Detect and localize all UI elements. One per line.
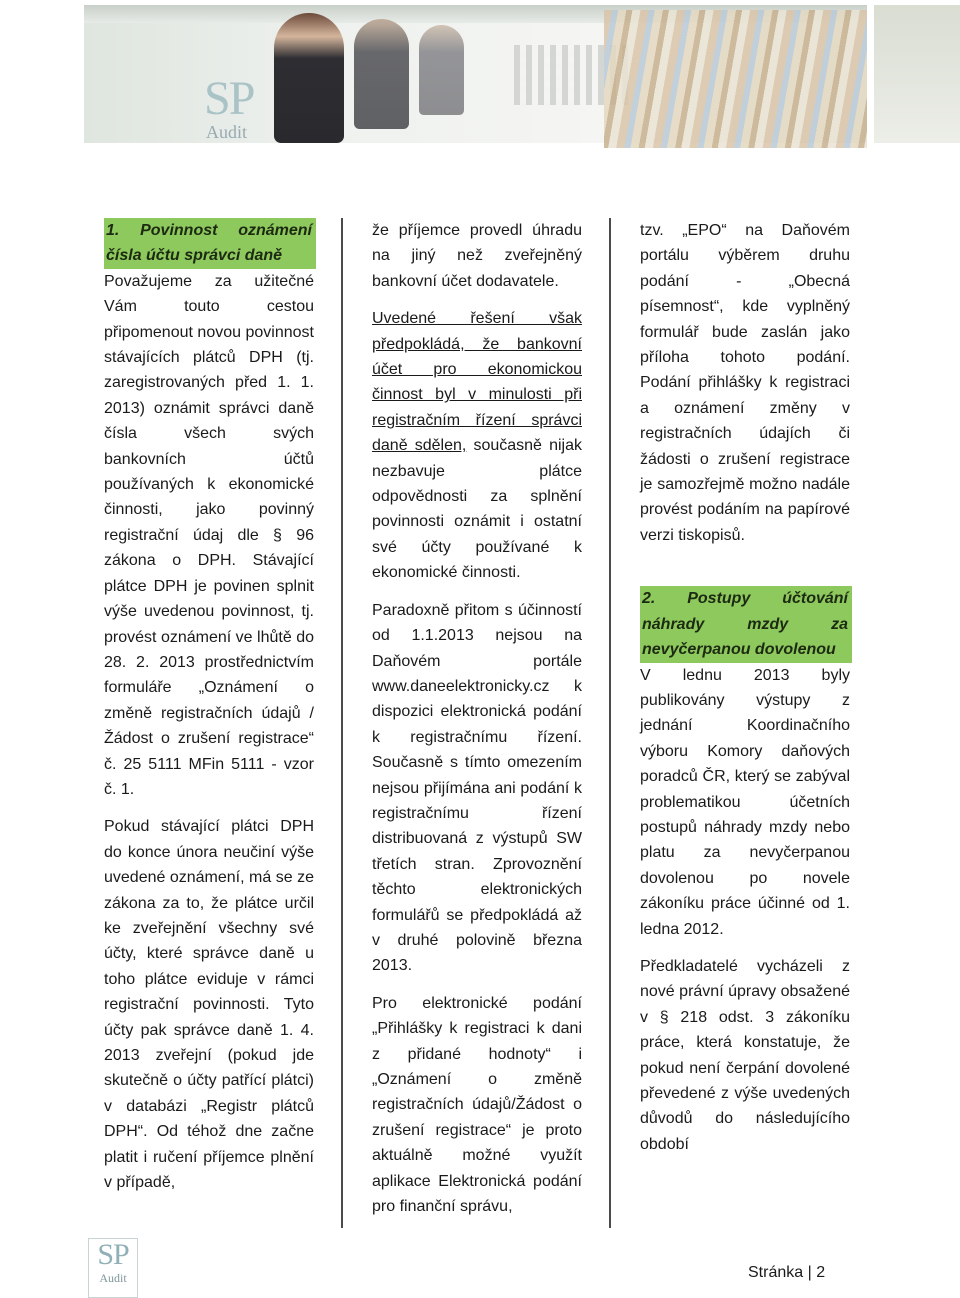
col3-paragraph-3: Předkladatelé vycházeli z nové právní úpravy obsažené v § 218 odst. 3 zákoníku práce, která konstatuje, že pokud není čerpání dovolené převedené z výše uvedených důvodů do následujícího období [640,957,850,1153]
col2-underlined-text: Uvedené řešení však předpokládá, že bankovní účet pro ekonomickou činnost byl v minulosti při registračním řízení správci daně sdělen, [372,310,582,455]
column-1 [104,218,314,1195]
col3-paragraph-1: tzv. „EPO“ na Daňovém portálu výběrem druhu podání - „Obecná písemnost“, kde vyplněný formulář bude zaslán jako příloha tohoto podání. Podání přihlášky k registraci a oznámení změny v registračních údajích či žádosti o zrušení registrace je samozřejmě možno nadále provést podáním na papírové verzi tiskopisů. [640,222,850,544]
businessman-figure-back [419,25,464,115]
logo-sp-text: SP [204,72,254,125]
column-3 [640,218,850,1157]
sp-audit-logo [204,72,284,142]
footer-logo-sp: SP [97,1238,129,1271]
column-divider-2 [609,218,611,1228]
col2-paragraph-2 [372,306,582,585]
logo-audit-text: Audit [206,122,248,142]
footer-logo [88,1238,138,1298]
col2-paragraph-1: že příjemce provedl úhradu na jiný než zveřejněný bankovní účet dodavatele. [372,222,582,290]
section-1-heading: 1. Povinnost oznámení čísla účtu správci daně [104,218,316,269]
header-banner [84,0,960,145]
col2-paragraph-2-rest: současně nijak nezbavuje plátce odpovědnosti za splnění povinnosti oznámit i ostatní své účty používané k ekonomické činnosti. [372,437,582,582]
section-2-heading: 2. Postupy účtování náhrady mzdy za nevyčerpanou dovolenou [640,586,852,662]
banner-photo [84,5,867,143]
footer-logo-audit: Audit [99,1271,127,1285]
col1-paragraph-2: Pokud stávající plátci DPH do konce února neučiní výše uvedené oznámení, má se ze zákona za to, že plátce určil ke zveřejnění všechny své účty, které správce daně u toho plátce eviduje v rámci registrační povinnosti. Tyto účty pak správce daně 1. 4. 2013 zveřejní (pokud jde skutečně o účty patřící plátci) v databázi „Registr plátců DPH“. Od téhož dne začne platit i ručení příjemce plnění v případě, [104,818,314,1192]
page-number: Stránka | 2 [748,1264,826,1281]
col3-paragraph-2: V lednu 2013 byly publikovány výstupy z jednání Koordinačního výboru Komory daňových poradců ČR, který se zabýval problematikou účetních postupů náhrady mzdy nebo platu za nevyčerpanou dovolenou po novele zákoníku práce účinné od 1. ledna 2012. [640,666,850,938]
column-divider-1 [341,218,343,1228]
col1-paragraph-1: Považujeme za užitečné Vám touto cestou připomenout novou povinnost stávajících plátců DPH (tj. zaregistrovaných před 1. 1. 2013) oznámit správci daně čísla všech svých bankovních účtů používaných k ekonomické činnosti, jako povinný registrační údaj dle § 96 zákona o DPH. Stávající plátce DPH je povinen splnit výše uvedenou povinnost, tj. provést oznámení ve lhůtě do 28. 2. 2013 prostřednictvím formuláře „Oznámení o změně registračních údajů / Žádost o zrušení registrace“ č. 25 5111 MFin 5111 - vzor č. 1. [104,272,314,798]
col2-paragraph-4: Pro elektronické podání „Přihlášky k registraci k dani z přidané hodnoty“ i „Oznámení o změně registračních údajů/Žádost o zrušení registrace“ je proto aktuálně možné využít aplikace Elektronická podání pro finanční správu, [372,994,582,1216]
banner-side-panel [874,5,960,143]
col2-paragraph-3: Paradoxně přitom s účinností od 1.1.2013 nejsou na Daňovém portále www.daneelektronicky.cz k dispozici elektronická podání k registračnímu řízení. Současně s tímto omezením nejsou přijímána ani podání k registračnímu řízení distribuovaná z výstupů SW třetích stran. Zprovoznění těchto elektronických formulářů se předpokládá až v druhé polovině března 2013. [372,601,582,975]
businessman-figure [354,19,409,129]
column-2 [372,218,582,1219]
binder-folders-image [604,10,867,148]
businesswoman-figure [274,13,344,143]
